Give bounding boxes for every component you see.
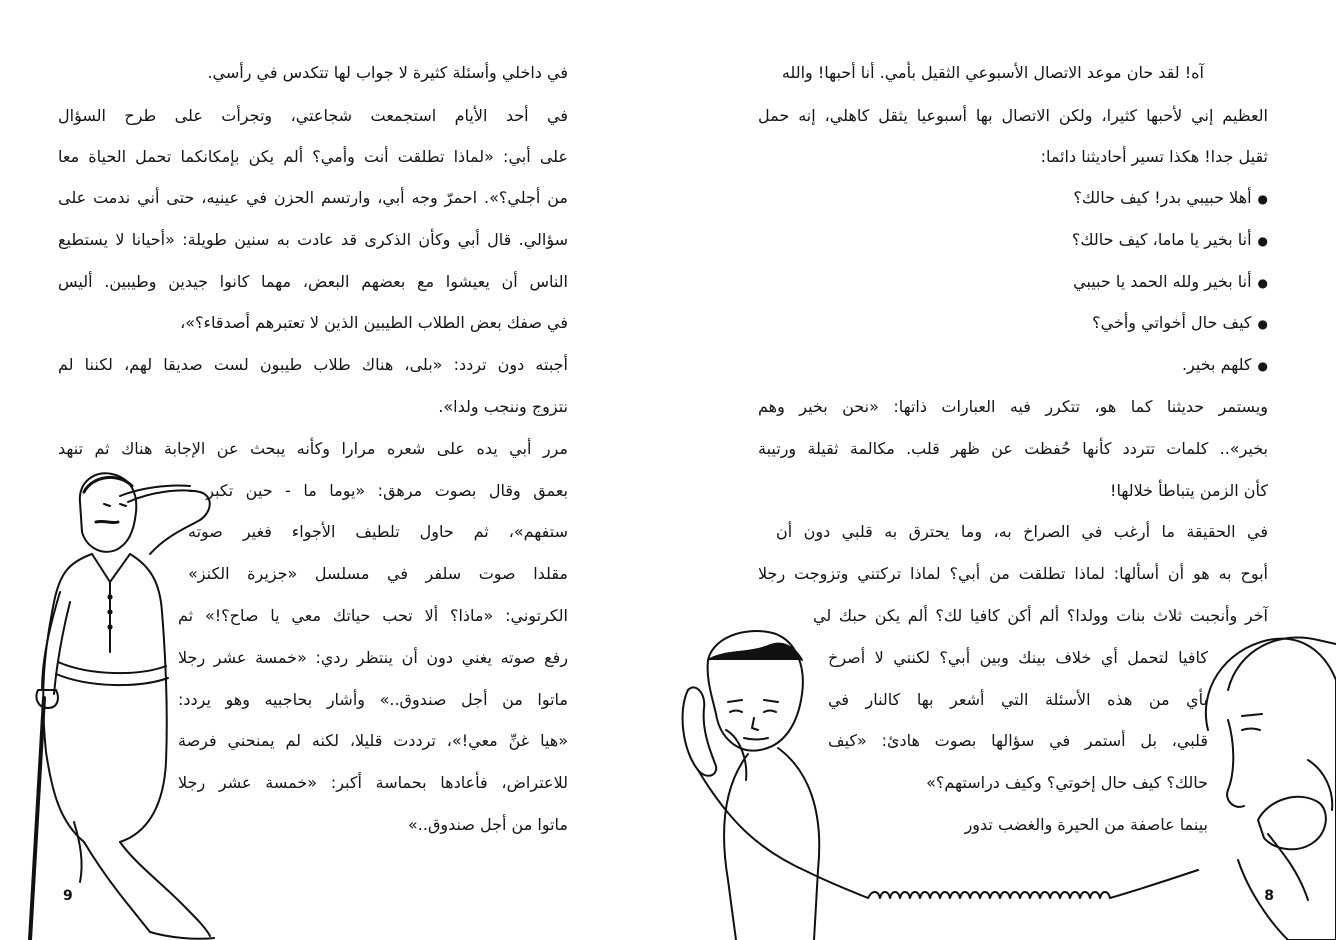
left-line-15: رفع صوته يغني دون أن ينتظر ردي: «خمسة عشر رجلا: [178, 648, 568, 667]
left-line-4: من أجلي؟». احمرّ وجه أبي، وارتسم الحزن في عينيه، حتى أني ندمت على: [58, 188, 568, 207]
right-line-11: كأن الزمن يتباطأ خلالها!: [1110, 481, 1268, 500]
right-line-9: ويستمر حديثنا كما هو، تتكرر فيه العبارات ذاتها: «نحن بخير وهم: [758, 397, 1268, 416]
right-line-15: كافيا لتحمل أي خلاف بينك وبين أبي؟ لكنني لا أصرخ: [828, 648, 1208, 667]
left-line-11: بعمق وقال بصوت مرهق: «يوما ما - حين تكبر -: [188, 481, 568, 500]
page-number-left: 9: [63, 888, 73, 904]
right-line-12: في الحقيقة ما أرغب في الصراخ به، وما يحترق به قلبي دون أن: [776, 522, 1268, 541]
right-line-19: بينما عاصفة من الحيرة والغضب تدور: [964, 815, 1208, 834]
left-line-13: مقلدا صوت سلفر في مسلسل «جزيرة الكنز»: [188, 564, 568, 583]
left-line-16: ماتوا من أجل صندوق..» وأشار بحاجبيه وهو يردد:: [178, 690, 568, 709]
left-line-19: ماتوا من أجل صندوق..»: [408, 815, 568, 834]
right-bullet-5: ● كلهم بخير.: [1182, 353, 1268, 377]
left-line-2: في أحد الأيام استجمعت شجاعتي، وتجرأت على طرح السؤال: [58, 106, 568, 125]
left-line-8: أجبته دون تردد: «بلى، هناك طلاب طيبون لست صديقا لهم، لكننا لم: [58, 355, 568, 374]
left-line-9: نتزوج وننجب ولدا».: [438, 397, 568, 416]
right-line-3: ثقيل جدا! هكذا تسير أحاديثنا دائما:: [1040, 147, 1268, 166]
left-line-5: سؤالي. قال أبي وكأن الذكرى قد عادت به سنين طويلة: «أحيانا لا يستطيع: [58, 230, 568, 249]
left-line-6: الناس أن يعيشوا مع بعضهم البعض، مهما كانوا جيدين وطيبين. أليس: [58, 272, 568, 291]
right-line-17: قلبي، بل أستمر في سؤالها بصوت هادئ: «كيف: [828, 731, 1208, 750]
left-line-17: «هيا غنِّ معي!»، ترددت قليلا، لكنه لم يمنحني فرصة: [178, 731, 568, 750]
left-line-12: ستفهم»، ثم حاول تلطيف الأجواء فغير صوته: [188, 522, 568, 541]
right-line-10: بخير».. كلمات تتردد كأنها حُفظت عن ظهر قلب. مكالمة ثقيلة ورتيبة: [758, 439, 1268, 458]
page-number-right: 8: [1264, 888, 1274, 904]
right-line-13: أبوح به هو أن أسألها: لماذا تطلقت من أبي؟ لماذا تركتني وتزوجت رجلا: [758, 564, 1268, 583]
left-line-3: على أبي: «لماذا تطلقت أنت وأمي؟ ألم يكن بإمكانكما تحمل الحياة معا: [58, 147, 568, 166]
right-bullet-2: ● أنا بخير يا ماما، كيف حالك؟: [1072, 228, 1268, 252]
right-bullet-1: ● أهلا حبيبي بدر! كيف حالك؟: [1073, 186, 1268, 210]
right-line-14: آخر وأنجبت ثلاث بنات وولدا؟ ألم أكن كافيا لك؟ ألم يكن حبك لي: [813, 606, 1268, 625]
left-line-14: الكرتوني: «ماذا؟ ألا تحب حياتك معي يا صاح؟!» ثم: [178, 606, 568, 625]
right-bullet-4: ● كيف حال أخواتي وأخي؟: [1092, 311, 1268, 335]
left-line-1: في داخلي وأسئلة كثيرة لا جواب لها تتكدس في رأسي.: [207, 63, 568, 82]
right-bullet-3: ● أنا بخير ولله الحمد يا حبيبي: [1073, 270, 1268, 294]
right-line-16: بأي من هذه الأسئلة التي أشعر بها كالنار في: [828, 690, 1208, 709]
right-page: [668, 0, 1336, 940]
right-line-2: العظيم إني لأحبها كثيرا، ولكن الاتصال بها أسبوعيا يثقل كاهلي، إنه حمل: [758, 106, 1268, 125]
left-line-10: مرر أبي يده على شعره مرارا وكأنه يبحث عن الإجابة هناك ثم تنهد: [58, 439, 568, 458]
right-line-18: حالك؟ كيف حال إخوتي؟ وكيف دراستهم؟»: [926, 773, 1208, 792]
left-line-18: للاعتراض، فأعادها بحماسة أكبر: «خمسة عشر رجلا: [178, 773, 568, 792]
right-line-1: آه! لقد حان موعد الاتصال الأسبوعي الثقيل بأمي. أنا أحبها! والله: [781, 63, 1204, 82]
left-line-7: في صفك بعض الطلاب الطيبين الذين لا تعتبرهم أصدقاء؟»،: [180, 313, 568, 332]
